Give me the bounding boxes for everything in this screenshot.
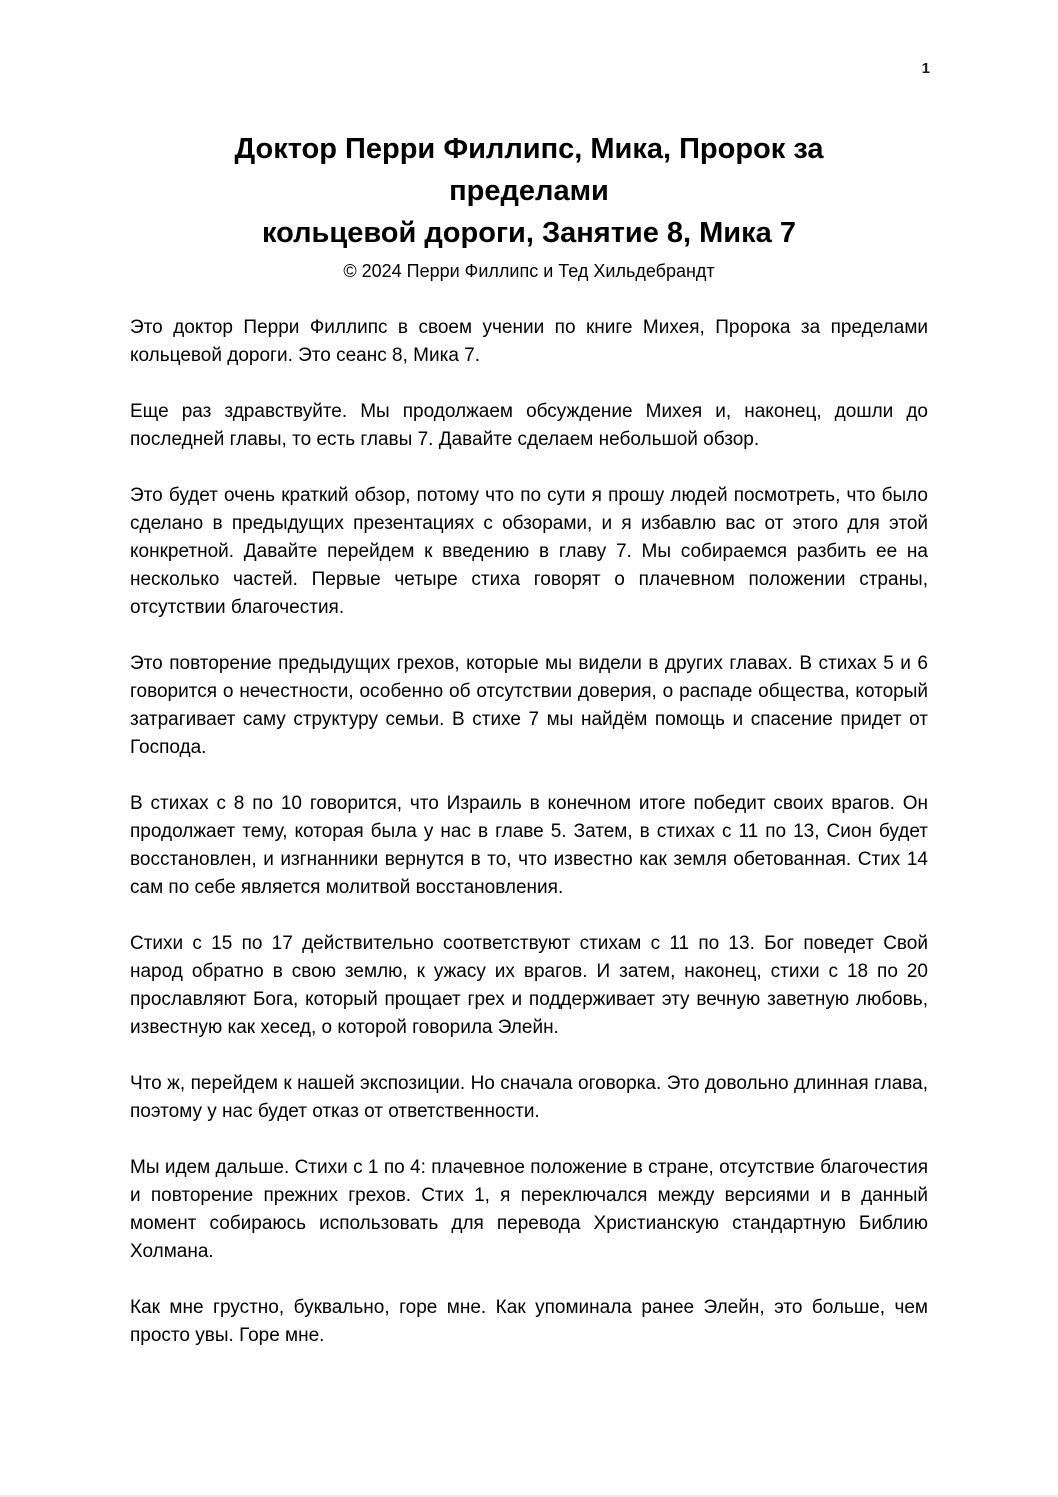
paragraph: Это доктор Перри Филлипс в своем учении по книге Михея, Пророка за пределами кольцевой дороги. Это сеанс 8, Мика 7.	[130, 317, 928, 366]
paragraph: Стихи с 15 по 17 действительно соответствуют стихам с 11 по 13. Бог поведет Свой народ обратно в свою землю, к ужасу их врагов. И затем, наконец, стихи с 18 по 20 прославляют Бога, который прощает грех и поддерживает эту вечную заветную любовь, известную как хесед, о которой говорила Элейн.	[130, 933, 928, 1038]
title-line-3: кольцевой дороги, Занятие 8, Мика 7	[262, 217, 796, 249]
copyright-line: © 2024 Перри Филлипс и Тед Хильдебрандт	[343, 261, 715, 281]
paragraph: В стихах с 8 по 10 говорится, что Израиль в конечном итоге победит своих врагов. Он продолжает тему, которая была у нас в главе 5. Затем, в стихах с 11 по 13, Сион будет восстановлен, и изгнанники вернутся в то, что известно как земля обетованная. Стих 14 сам по себе является молитвой восстановления.	[130, 793, 928, 898]
page-number: 1	[921, 60, 930, 77]
title-line-1: Доктор Перри Филлипс, Мика, Пророк за	[234, 133, 824, 165]
paragraph: Это будет очень краткий обзор, потому что по сути я прошу людей посмотреть, что было сделано в предыдущих презентациях с обзорами, и я избавлю вас от этого для этой конкретной. Давайте перейдем к введению в главу 7. Мы собираемся разбить ее на несколько частей. Первые четыре стиха говорят о плачевном положении страны, отсутствии благочестия.	[130, 485, 928, 618]
paragraph: Как мне грустно, буквально, горе мне. Как упоминала ранее Элейн, это больше, чем просто увы. Горе мне.	[130, 1297, 928, 1346]
paragraph: Еще раз здравствуйте. Мы продолжаем обсуждение Михея и, наконец, дошли до последней главы, то есть главы 7. Давайте сделаем небольшой обзор.	[130, 401, 928, 450]
document-title	[130, 128, 928, 254]
title-line-2: пределами	[449, 175, 609, 207]
document-body	[130, 314, 928, 1350]
paragraph: Мы идем дальше. Стихи с 1 по 4: плачевное положение в стране, отсутствие благочестия и повторение прежних грехов. Стих 1, я переключался между версиями и в данный момент собираюсь использовать для перевода Христианскую стандартную Библию Холмана.	[130, 1157, 928, 1262]
paragraph: Это повторение предыдущих грехов, которые мы видели в других главах. В стихах 5 и 6 говорится о нечестности, особенно об отсутствии доверия, о распаде общества, который затрагивает саму структуру семьи. В стихе 7 мы найдём помощь и спасение придет от Господа.	[130, 653, 928, 758]
paragraph: Что ж, перейдем к нашей экспозиции. Но сначала оговорка. Это довольно длинная глава, поэтому у нас будет отказ от ответственности.	[130, 1073, 928, 1122]
